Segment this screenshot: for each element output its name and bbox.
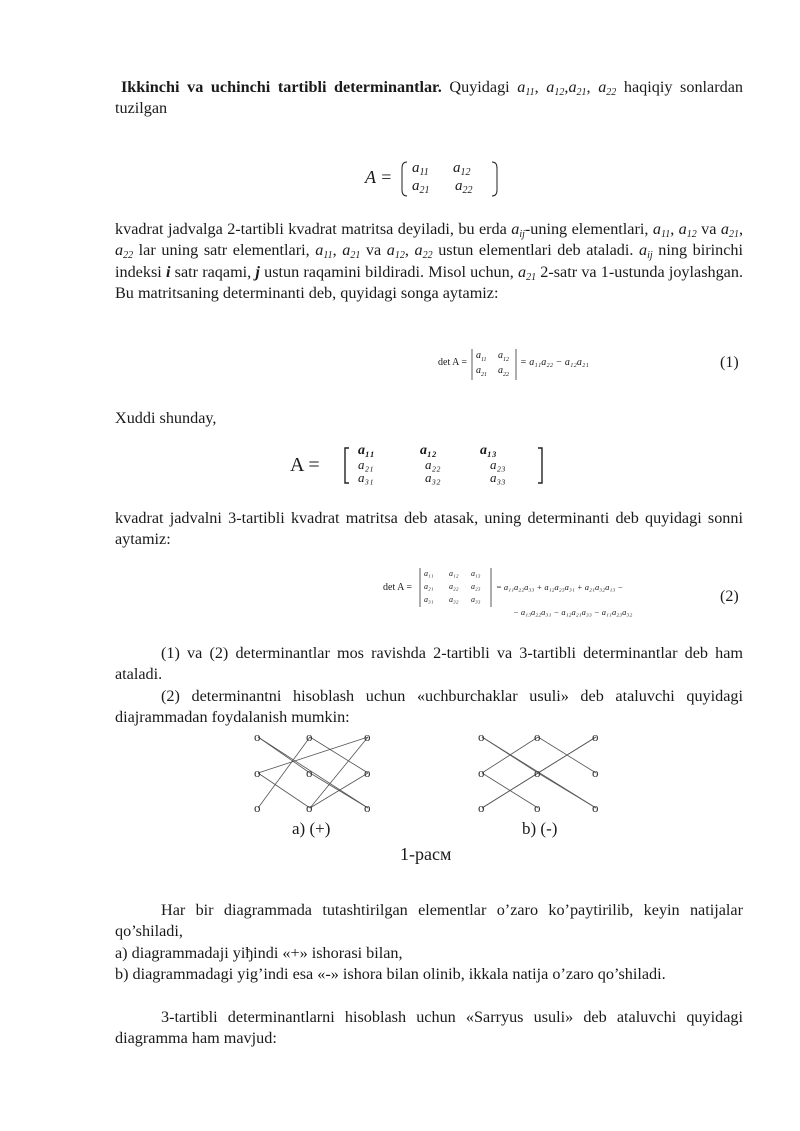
equation-2-number: (2): [720, 588, 739, 605]
diagram-node: o: [534, 800, 541, 815]
triangle-diagrams: [230, 728, 630, 828]
diagram-node: o: [306, 800, 313, 815]
diagram-node: o: [478, 729, 485, 744]
intro-paragraph: Ikkinchi va uchinchi tartibli determinantlar. Quyidagi $a_{11}$, $a_{12},a_{21}$, $a_{22}$ haqiqiy sonlardan tuzilgan: [115, 78, 743, 118]
matrix-2x2: A = $a_{11}$ $a_{12}$ $a_{21}$ $a_{22}$: [365, 160, 505, 196]
matrix-3x3: A = a₁₁ a₁₂ a₁₃ a₂₁ a₂₂ a₂₃ a₃₁ a₃₂ a₃₃: [290, 446, 550, 486]
figure-label: 1-расм: [400, 844, 452, 864]
triangle-method-paragraph: (2) determinantni hisoblash uchun «uchburchaklar usuli» deb ataluvchi quyidagi diajrammadan foydalanish mumkin:: [115, 687, 743, 727]
naming-paragraph: (1) va (2) determinantlar mos ravishda 2-tartibli va 3-tartibli determinantlar deb ham ataladi.: [115, 644, 743, 684]
equation-2: det A = a₁₁ a₁₂ a₁₃ a₂₁ a₂₂ a₂₃ a₃₁ a₃₂ a₃₃ = a₁₁a₂₂a₃₃ + a₁₂a₂₃a₃₁ + a₂₁a₃₂a₁₃ − − a₁₃a₂₂a₃₁ − a₁₂a₂₁a₃₃ − a₁₁a₂₃a₃₂: [383, 569, 633, 617]
multiplication-paragraph: Har bir diagrammada tutashtirilgan elementlar o’zaro ko’paytirilib, keyin natijalar qo’shiladi,: [115, 901, 743, 941]
diagram-node: o: [364, 800, 371, 815]
diagram-plus: [258, 737, 368, 808]
diagram-node: o: [592, 765, 599, 780]
caption-b: b) (-): [522, 819, 558, 838]
diagram-node: o: [306, 729, 313, 744]
diagram-node: o: [478, 765, 485, 780]
diagram-node: o: [364, 729, 371, 744]
diagram-node: o: [592, 729, 599, 744]
diagram-node: o: [478, 800, 485, 815]
sarrus-paragraph: 3-tartibli determinantlarni hisoblash uchun «Sarryus usuli» deb ataluvchi quyidagi diagramma ham mavjud:: [115, 1008, 743, 1048]
definition-paragraph: kvadrat jadvalga 2-tartibli kvadrat matritsa deyiladi, bu erda $a_{ij}$-uning elementlari, $a_{11}$, $a_{12}$ va $a_{21}$, $a_{22}$ lar uning satr elementlari, $a_{11}$, $a_{21}$ va $a_{12}$, $a_{22}$ ustun elementlari deb ataladi. $a_{ij}$ ning birinchi indeksi i satr raqami, j ustun raqamini bildiradi. Misol uchun, $a_{21}$ 2-satr va 1-ustunda joylashgan. Bu matritsaning determinanti deb, quyidagi songa aytamiz:: [115, 220, 744, 302]
diagram-node: o: [592, 800, 599, 815]
diagram-node: o: [254, 765, 261, 780]
diagram-node: o: [364, 765, 371, 780]
diagram-node: o: [534, 729, 541, 744]
equation-1: det A = $a_{11}$ $a_{12}$ $a_{21}$ $a_{22}$ = a₁₁a₂₂ − a₁₂a₂₁: [438, 348, 638, 382]
minus-rule-text: b) diagrammadagi yig’indi esa «-» ishora bilan olinib, ikkala natija o’zaro qo’shiladi.: [115, 965, 666, 983]
section-title: Ikkinchi va uchinchi tartibli determinantlar.: [121, 78, 442, 96]
equation-1-number: (1): [720, 354, 739, 371]
diagram-node: o: [534, 765, 541, 780]
transition-text: Xuddi shunday,: [115, 409, 217, 427]
caption-a: a) (+): [292, 819, 331, 838]
diagram-node: o: [306, 765, 313, 780]
determinant3-paragraph: kvadrat jadvalni 3-tartibli kvadrat matritsa deb atasak, uning determinanti deb quyidagi sonni aytamiz:: [115, 509, 743, 549]
plus-rule-text: a) diagrammadaji yiђindi «+» ishorasi bilan,: [115, 944, 403, 962]
diagram-node: o: [254, 800, 261, 815]
diagram-node: o: [254, 729, 261, 744]
